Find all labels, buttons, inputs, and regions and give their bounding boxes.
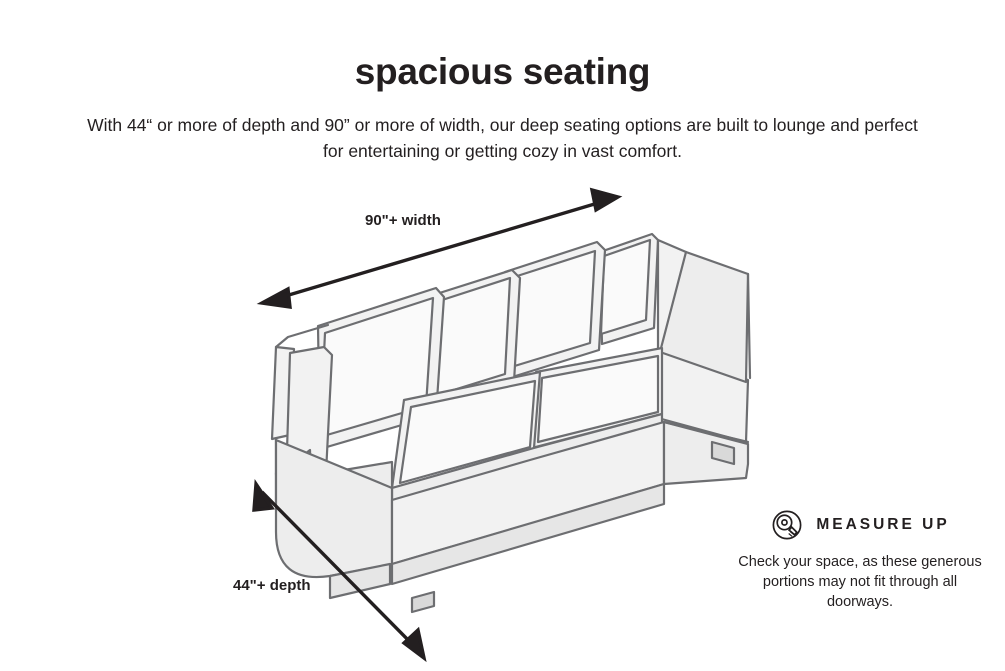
depth-dimension-label: 44"+ depth: [233, 577, 311, 594]
page-title: spacious seating: [354, 51, 651, 92]
measure-up-title: MEASURE UP: [816, 516, 950, 533]
width-dimension-label: 90"+ width: [365, 212, 441, 229]
measure-up-callout: [735, 508, 985, 612]
measure-up-body: Check your space, as these generous portions may not fit through all doorways.: [738, 554, 982, 610]
tape-measure-icon: [770, 508, 804, 542]
page-subtitle: With 44“ or more of depth and 90” or more of width, our deep seating options are built to lounge and perfect for entertaining or getting cozy in vast comfort.: [87, 115, 918, 162]
measure-up-heading-row: [735, 508, 985, 542]
